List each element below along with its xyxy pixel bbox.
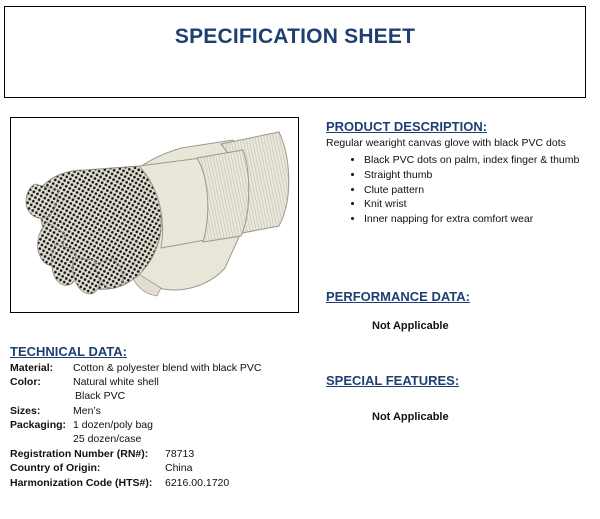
special-features-heading: SPECIAL FEATURES: <box>326 373 460 388</box>
technical-data-heading: TECHNICAL DATA: <box>10 344 127 359</box>
hts-label: Harmonization Code (HTS#): <box>10 477 153 489</box>
color-label: Color: <box>10 376 41 388</box>
packaging-value-secondary: 25 dozen/case <box>73 433 142 445</box>
list-item: • Knit wrist <box>364 197 600 212</box>
document-title: SPECIFICATION SHEET <box>174 25 416 48</box>
product-description-heading: PRODUCT DESCRIPTION: <box>326 119 488 134</box>
packaging-value: 1 dozen/poly bag <box>73 419 153 431</box>
material-value: Cotton & polyester blend with black PVC <box>73 362 262 374</box>
color-value: Natural white shell <box>73 376 159 388</box>
performance-data-heading: PERFORMANCE DATA: <box>326 289 470 304</box>
special-features-value: Not Applicable <box>372 411 449 423</box>
glove-illustration <box>11 118 299 313</box>
sizes-label: Sizes: <box>10 405 41 417</box>
product-image <box>10 117 299 313</box>
performance-data-value: Not Applicable <box>372 320 449 332</box>
origin-label: Country of Origin: <box>10 462 101 474</box>
rn-label: Registration Number (RN#): <box>10 448 149 460</box>
sizes-value: Men’s <box>73 405 101 417</box>
header-box <box>4 6 586 98</box>
feature-list <box>346 153 600 227</box>
origin-value: China <box>165 462 193 474</box>
packaging-label: Packaging: <box>10 419 67 431</box>
hts-value: 6216.00.1720 <box>165 477 230 489</box>
list-item: • Black PVC dots on palm, index finger & thumb <box>364 153 600 168</box>
material-label: Material: <box>10 362 54 374</box>
list-item: • Straight thumb <box>364 168 600 183</box>
rn-value: 78713 <box>165 448 195 460</box>
list-item: • Inner napping for extra comfort wear <box>364 212 600 227</box>
color-value-secondary: Black PVC <box>75 390 126 402</box>
list-item: • Clute pattern <box>364 183 600 198</box>
product-description-intro: Regular wearight canvas glove with black PVC dots <box>326 137 566 149</box>
